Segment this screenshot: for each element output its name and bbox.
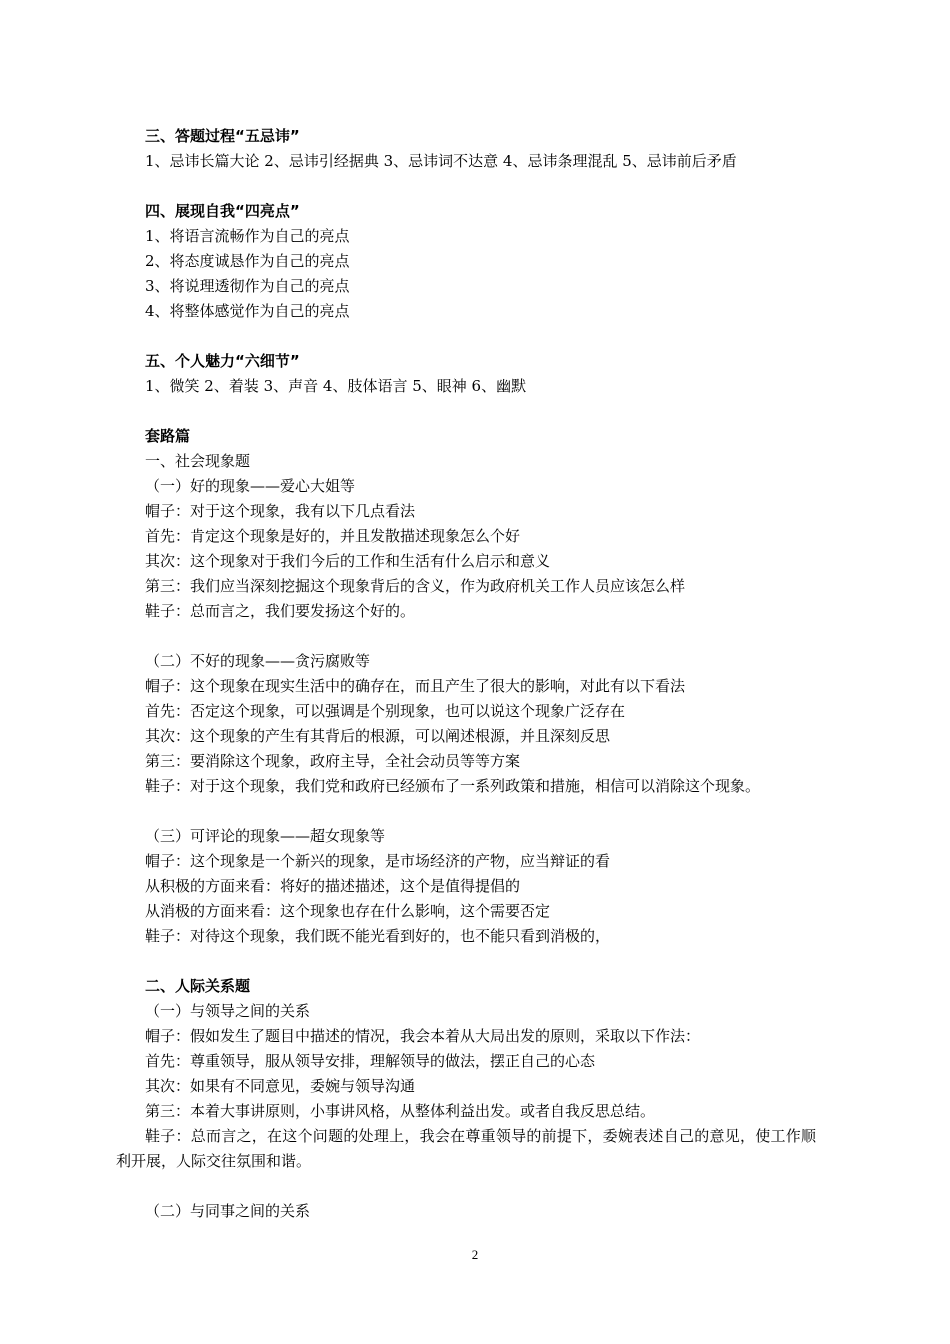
spacer <box>116 399 836 424</box>
leader-relation-title: （一）与领导之间的关系 <box>145 1002 311 1020</box>
section3-heading: 三、答题过程“五忌讳” <box>145 127 300 145</box>
bad-line: 首先：否定这个现象，可以强调是个别现象，也可以说这个现象广泛存在 <box>145 702 626 720</box>
spacer <box>116 624 836 649</box>
taolu-heading: 套路篇 <box>145 427 191 445</box>
leader-line: 第三：本着大事讲原则，小事讲风格，从整体利益出发。或者自我反思总结。 <box>145 1102 656 1120</box>
debatable-phenomenon-title: （三）可评论的现象——超女现象等 <box>145 827 386 845</box>
bad-line: 帽子：这个现象在现实生活中的确存在，而且产生了很大的影响，对此有以下看法 <box>145 677 686 695</box>
leader-closing-paragraph: 鞋子：总而言之，在这个问题的处理上，我会在尊重领导的前提下，委婉表述自己的意见，使工作顺利开展，人际交往氛围和谐。 <box>116 1127 816 1170</box>
page-number: 2 <box>471 1247 479 1262</box>
colleague-relation-title: （二）与同事之间的关系 <box>145 1202 311 1220</box>
section4-item: 3、将说理透彻作为自己的亮点 <box>145 277 350 295</box>
spacer <box>116 174 836 199</box>
good-line: 第三：我们应当深刻挖掘这个现象背后的含义，作为政府机关工作人员应该怎么样 <box>145 577 686 595</box>
good-phenomenon-title: （一）好的现象——爱心大姐等 <box>145 477 356 495</box>
bad-line: 其次：这个现象的产生有其背后的根源，可以阐述根源，并且深刻反思 <box>145 727 611 745</box>
bad-line: 第三：要消除这个现象，政府主导，全社会动员等等方案 <box>145 752 521 770</box>
spacer <box>116 1174 836 1199</box>
section4-item: 2、将态度诚恳作为自己的亮点 <box>145 252 350 270</box>
section4-item: 4、将整体感觉作为自己的亮点 <box>145 302 350 320</box>
spacer <box>116 949 836 974</box>
good-line: 帽子：对于这个现象，我有以下几点看法 <box>145 502 416 520</box>
leader-line: 首先：尊重领导，服从领导安排，理解领导的做法，摆正自己的心态 <box>145 1052 596 1070</box>
debatable-line: 帽子：这个现象是一个新兴的现象，是市场经济的产物，应当辩证的看 <box>145 852 611 870</box>
bad-phenomenon-title: （二）不好的现象——贪污腐败等 <box>145 652 371 670</box>
part1-title: 一、社会现象题 <box>145 452 251 470</box>
page-content <box>116 124 836 1224</box>
debatable-line: 从消极的方面来看：这个现象也存在什么影响，这个需要否定 <box>145 902 551 920</box>
good-line: 首先：肯定这个现象是好的，并且发散描述现象怎么个好 <box>145 527 521 545</box>
spacer <box>116 799 836 824</box>
good-line: 其次：这个现象对于我们今后的工作和生活有什么启示和意义 <box>145 552 551 570</box>
section5-heading: 五、个人魅力“六细节” <box>145 352 300 370</box>
debatable-line: 鞋子：对待这个现象，我们既不能光看到好的，也不能只看到消极的， <box>145 927 611 945</box>
debatable-line: 从积极的方面来看：将好的描述描述，这个是值得提倡的 <box>145 877 521 895</box>
section5-line: 1、微笑 2、着装 3、声音 4、肢体语言 5、眼神 6、幽默 <box>145 377 527 395</box>
section4-heading: 四、展现自我“四亮点” <box>145 202 300 220</box>
good-line: 鞋子：总而言之，我们要发扬这个好的。 <box>145 602 416 620</box>
leader-line: 帽子：假如发生了题目中描述的情况，我会本着从大局出发的原则，采取以下作法： <box>145 1027 701 1045</box>
spacer <box>116 324 836 349</box>
leader-line: 其次：如果有不同意见，委婉与领导沟通 <box>145 1077 416 1095</box>
bad-line: 鞋子：对于这个现象，我们党和政府已经颁布了一系列政策和措施，相信可以消除这个现象。 <box>145 777 761 795</box>
part2-title: 二、人际关系题 <box>145 977 251 995</box>
section4-item: 1、将语言流畅作为自己的亮点 <box>145 227 350 245</box>
section3-line: 1、忌讳长篇大论 2、忌讳引经据典 3、忌讳词不达意 4、忌讳条理混乱 5、忌讳前后矛盾 <box>145 152 737 170</box>
